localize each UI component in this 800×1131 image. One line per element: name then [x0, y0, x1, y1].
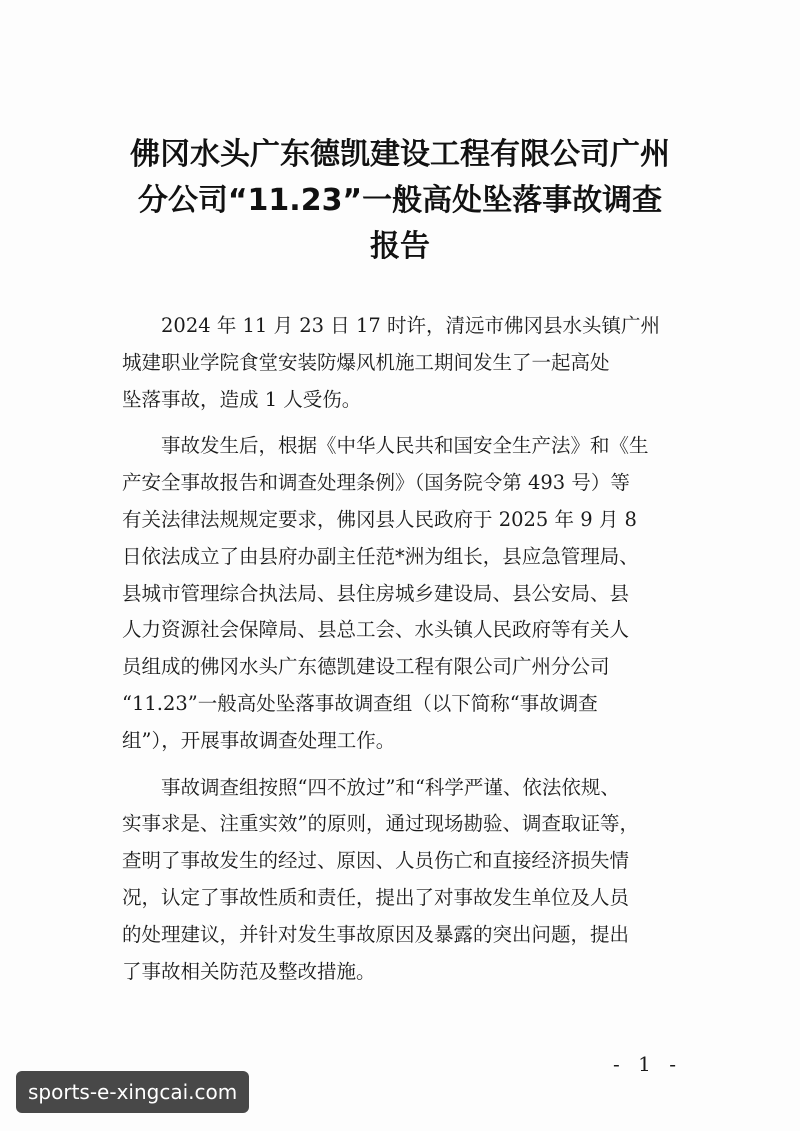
document-title [120, 132, 680, 270]
paragraph-line: 人力资源社会保障局、县总工会、水头镇人民政府等有关人 [122, 618, 630, 642]
paragraph-line: 城建职业学院食堂安装防爆风机施工期间发生了一起高处 [122, 350, 610, 374]
paragraph-1 [122, 308, 682, 418]
paragraph-line: 事故调查组按照“四不放过”和“科学严谨、依法依规、 [161, 775, 620, 799]
paragraph-line: 的处理建议，并针对发生事故原因及暴露的突出问题，提出 [122, 922, 630, 946]
paragraph-3 [122, 770, 682, 991]
paragraph-line: 员组成的佛冈水头广东德凯建设工程有限公司广州分公司 [122, 655, 610, 679]
paragraph-line: 实事求是、注重实效”的原则，通过现场勘验、调查取证等， [122, 812, 639, 836]
paragraph-line: 2024 年 11 月 23 日 17 时许，清远市佛冈县水头镇广州 [161, 314, 660, 337]
document-body [122, 308, 682, 1000]
paragraph-line: 产安全事故报告和调查处理条例》（国务院令第 493 号）等 [122, 471, 630, 495]
paragraph-line: 况，认定了事故性质和责任，提出了对事故发生单位及人员 [122, 885, 630, 909]
watermark-badge: sports-e-xingcai.com [16, 1071, 249, 1113]
paragraph-line: 事故发生后，根据《中华人民共和国安全生产法》和《生 [161, 434, 649, 458]
paragraph-line: 有关法律法规规定要求，佛冈县人民政府于 2025 年 9 月 8 [122, 507, 637, 531]
page-number: - 1 - [613, 1052, 682, 1076]
title-line-3: 报告 [370, 229, 430, 264]
paragraph-line: 日依法成立了由县府办副主任范*洲为组长，县应急管理局、 [122, 544, 639, 568]
paragraph-line: “11.23”一般高处坠落事故调查组（以下简称“事故调查 [122, 691, 598, 715]
paragraph-line: 组”），开展事故调查处理工作。 [122, 728, 396, 752]
paragraph-line: 了事故相关防范及整改措施。 [122, 959, 376, 983]
title-line-1: 佛冈水头广东德凯建设工程有限公司广州 [130, 137, 670, 172]
paragraph-2 [122, 428, 682, 759]
paragraph-line: 县城市管理综合执法局、县住房城乡建设局、县公安局、县 [122, 581, 630, 605]
title-line-2: 分公司“11.23”一般高处坠落事故调查 [137, 183, 663, 218]
paragraph-line: 坠落事故，造成 1 人受伤。 [122, 387, 362, 411]
paragraph-line: 查明了事故发生的经过、原因、人员伤亡和直接经济损失情 [122, 849, 630, 873]
